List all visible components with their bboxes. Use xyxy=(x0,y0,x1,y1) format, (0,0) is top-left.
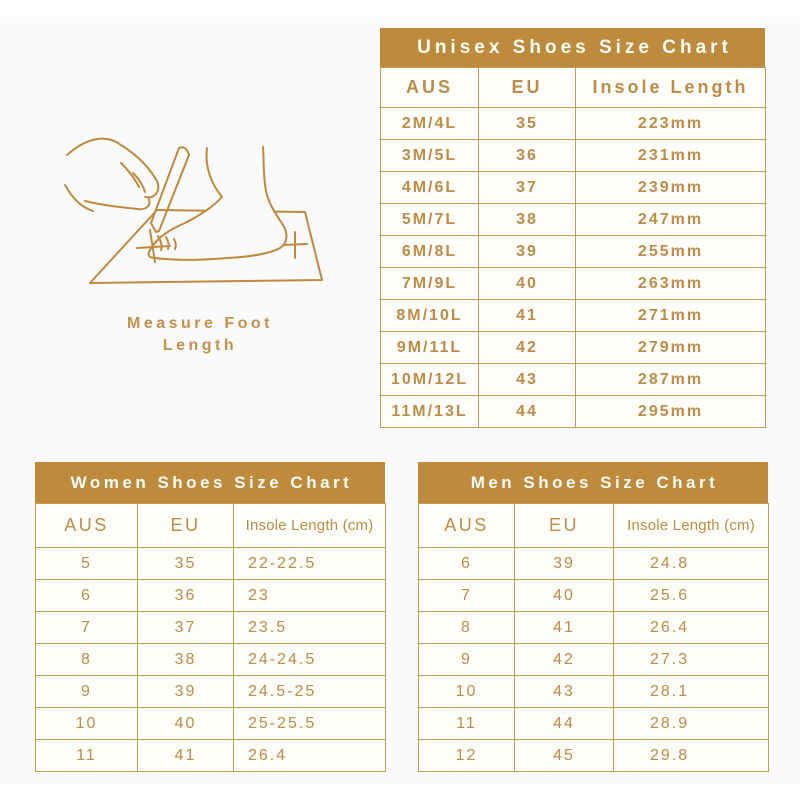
column-header: AUS xyxy=(36,504,138,548)
size-cell: 7 xyxy=(36,612,138,644)
women-table-grid xyxy=(35,503,386,772)
size-cell: 39 xyxy=(479,236,576,268)
size-cell: 239mm xyxy=(576,172,766,204)
table-row xyxy=(419,580,769,612)
table-row xyxy=(381,108,766,140)
size-cell: 255mm xyxy=(576,236,766,268)
size-cell: 37 xyxy=(138,612,234,644)
size-cell: 24-24.5 xyxy=(234,644,386,676)
size-cell: 25.6 xyxy=(614,580,769,612)
column-header: AUS xyxy=(419,504,515,548)
size-cell: 26.4 xyxy=(614,612,769,644)
size-cell: 12 xyxy=(419,740,515,772)
header-row xyxy=(419,504,769,548)
header-row xyxy=(381,68,766,108)
unisex-table-title: Unisex Shoes Size Chart xyxy=(380,28,765,67)
size-cell: 8M/10L xyxy=(381,300,479,332)
table-row xyxy=(36,548,386,580)
size-cell: 10M/12L xyxy=(381,364,479,396)
size-cell: 44 xyxy=(479,396,576,428)
size-cell: 45 xyxy=(515,740,614,772)
table-row xyxy=(419,548,769,580)
size-cell: 41 xyxy=(515,612,614,644)
size-cell: 42 xyxy=(479,332,576,364)
size-cell: 38 xyxy=(138,644,234,676)
size-cell: 3M/5L xyxy=(381,140,479,172)
table-row xyxy=(419,644,769,676)
size-cell: 36 xyxy=(138,580,234,612)
size-cell: 27.3 xyxy=(614,644,769,676)
caption-line-1: Measure Foot xyxy=(126,315,273,332)
size-cell: 6M/8L xyxy=(381,236,479,268)
size-cell: 40 xyxy=(479,268,576,300)
table-row xyxy=(381,140,766,172)
size-cell: 24.8 xyxy=(614,548,769,580)
column-header: EU xyxy=(515,504,614,548)
size-cell: 36 xyxy=(479,140,576,172)
size-cell: 287mm xyxy=(576,364,766,396)
table-row xyxy=(36,644,386,676)
size-cell: 29.8 xyxy=(614,740,769,772)
size-cell: 6 xyxy=(419,548,515,580)
size-cell: 41 xyxy=(479,300,576,332)
size-cell: 24.5-25 xyxy=(234,676,386,708)
size-cell: 39 xyxy=(138,676,234,708)
column-header: Insole Length (cm) xyxy=(234,504,386,548)
table-row xyxy=(381,300,766,332)
size-cell: 11M/13L xyxy=(381,396,479,428)
size-cell: 35 xyxy=(138,548,234,580)
size-cell: 279mm xyxy=(576,332,766,364)
size-cell: 271mm xyxy=(576,300,766,332)
table-row xyxy=(419,676,769,708)
men-table-title: Men Shoes Size Chart xyxy=(418,462,768,503)
foot-measuring-illustration xyxy=(45,115,355,305)
size-cell: 7 xyxy=(419,580,515,612)
men-table-grid xyxy=(418,503,769,772)
table-row xyxy=(36,708,386,740)
size-cell: 9M/11L xyxy=(381,332,479,364)
size-cell: 8 xyxy=(36,644,138,676)
size-cell: 38 xyxy=(479,204,576,236)
caption-line-2: Length xyxy=(162,337,238,354)
size-cell: 7M/9L xyxy=(381,268,479,300)
size-cell: 10 xyxy=(36,708,138,740)
column-header: Insole Length (cm) xyxy=(614,504,769,548)
header-row xyxy=(36,504,386,548)
size-cell: 5M/7L xyxy=(381,204,479,236)
men-size-table xyxy=(418,462,768,772)
column-header: EU xyxy=(138,504,234,548)
table-row xyxy=(381,364,766,396)
size-cell: 35 xyxy=(479,108,576,140)
size-cell: 8 xyxy=(419,612,515,644)
size-cell: 223mm xyxy=(576,108,766,140)
women-table-title: Women Shoes Size Chart xyxy=(35,462,385,503)
table-row xyxy=(36,676,386,708)
hand-outline xyxy=(67,139,157,181)
column-header: EU xyxy=(479,68,576,108)
table-row xyxy=(36,740,386,772)
size-cell: 41 xyxy=(138,740,234,772)
top-margin xyxy=(0,0,800,17)
table-row xyxy=(381,236,766,268)
size-cell: 37 xyxy=(479,172,576,204)
size-cell: 6 xyxy=(36,580,138,612)
women-size-table xyxy=(35,462,385,772)
size-cell: 43 xyxy=(479,364,576,396)
pen-icon xyxy=(151,147,189,232)
size-cell: 2M/4L xyxy=(381,108,479,140)
column-header: AUS xyxy=(381,68,479,108)
size-cell: 40 xyxy=(138,708,234,740)
size-cell: 9 xyxy=(36,676,138,708)
unisex-size-table xyxy=(380,28,765,428)
table-row xyxy=(381,204,766,236)
size-cell: 28.9 xyxy=(614,708,769,740)
table-row xyxy=(419,612,769,644)
foot-measuring-icon xyxy=(45,115,355,305)
size-cell: 295mm xyxy=(576,396,766,428)
size-cell: 263mm xyxy=(576,268,766,300)
size-cell: 11 xyxy=(36,740,138,772)
size-cell: 23.5 xyxy=(234,612,386,644)
size-cell: 5 xyxy=(36,548,138,580)
size-cell: 10 xyxy=(419,676,515,708)
size-cell: 40 xyxy=(515,580,614,612)
table-row xyxy=(381,268,766,300)
size-cell: 9 xyxy=(419,644,515,676)
size-cell: 23 xyxy=(234,580,386,612)
table-row xyxy=(419,708,769,740)
size-cell: 28.1 xyxy=(614,676,769,708)
size-cell: 26.4 xyxy=(234,740,386,772)
column-header: Insole Length xyxy=(576,68,766,108)
size-cell: 43 xyxy=(515,676,614,708)
size-cell: 44 xyxy=(515,708,614,740)
table-row xyxy=(36,580,386,612)
size-cell: 25-25.5 xyxy=(234,708,386,740)
table-row xyxy=(419,740,769,772)
size-cell: 4M/6L xyxy=(381,172,479,204)
bottom-margin xyxy=(0,784,800,800)
size-cell: 231mm xyxy=(576,140,766,172)
table-row xyxy=(381,332,766,364)
table-row xyxy=(36,612,386,644)
size-cell: 39 xyxy=(515,548,614,580)
unisex-table-grid xyxy=(380,67,766,428)
table-row xyxy=(381,172,766,204)
size-cell: 247mm xyxy=(576,204,766,236)
measure-foot-caption xyxy=(45,313,355,357)
size-cell: 22-22.5 xyxy=(234,548,386,580)
table-row xyxy=(381,396,766,428)
size-cell: 11 xyxy=(419,708,515,740)
size-cell: 42 xyxy=(515,644,614,676)
